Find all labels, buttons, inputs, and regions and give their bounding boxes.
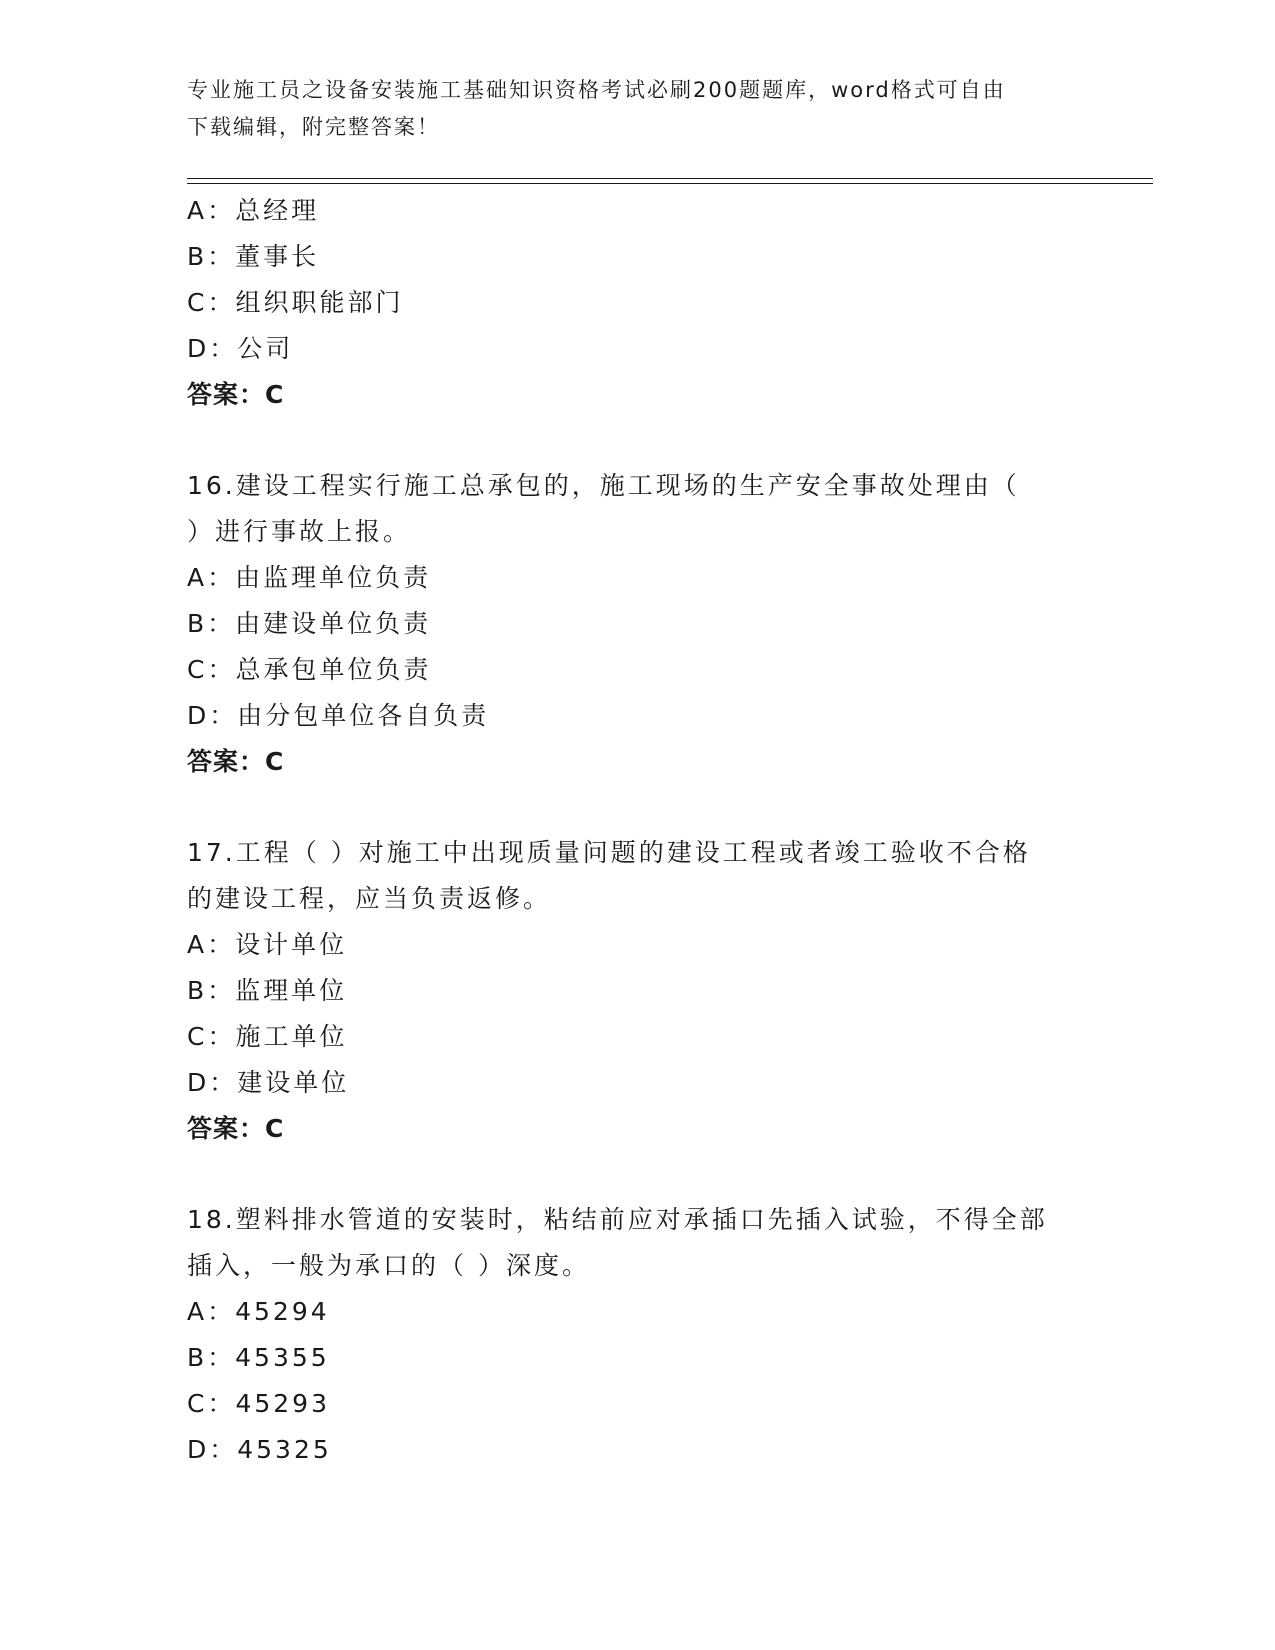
option-c: C：施工单位 [187, 1022, 348, 1051]
header-divider-bottom [187, 183, 1153, 184]
answer-line: 答案：C [187, 1114, 285, 1143]
header-line-1: 专业施工员之设备安装施工基础知识资格考试必刷200题题库，word格式可自由 [187, 78, 1006, 102]
question-block [187, 830, 1087, 1152]
question-text-line-2: ）进行事故上报。 [187, 517, 412, 546]
option-b: B：监理单位 [187, 976, 348, 1005]
question-block [187, 463, 1087, 785]
option-d: D：由分包单位各自负责 [187, 701, 490, 730]
option-c: C：45293 [187, 1389, 330, 1418]
question-text-line-1: 16.建设工程实行施工总承包的，施工现场的生产安全事故处理由（ [187, 471, 1020, 500]
option-d: D：公司 [187, 334, 294, 363]
option-a: A：设计单位 [187, 930, 348, 959]
question-block [187, 188, 1087, 418]
option-c: C：总承包单位负责 [187, 655, 432, 684]
option-b: B：由建设单位负责 [187, 609, 432, 638]
option-b: B：45355 [187, 1343, 330, 1372]
document-header [187, 72, 1067, 146]
option-c: C：组织职能部门 [187, 288, 404, 317]
option-a: A：45294 [187, 1297, 330, 1326]
answer-line: 答案：C [187, 747, 285, 776]
question-text-line-1: 17.工程（ ）对施工中出现质量问题的建设工程或者竣工验收不合格 [187, 838, 1031, 867]
header-divider-top [187, 178, 1153, 179]
option-b: B：董事长 [187, 242, 320, 271]
question-block [187, 1197, 1087, 1473]
answer-line: 答案：C [187, 380, 285, 409]
option-d: D：45325 [187, 1435, 332, 1464]
header-line-2: 下载编辑，附完整答案！ [187, 115, 440, 139]
question-text-line-2: 的建设工程，应当负责返修。 [187, 884, 552, 913]
option-a: A：总经理 [187, 196, 320, 225]
option-d: D：建设单位 [187, 1068, 350, 1097]
question-text-line-2: 插入，一般为承口的（ ）深度。 [187, 1251, 590, 1280]
question-list [187, 188, 1087, 1473]
question-text-line-1: 18.塑料排水管道的安装时，粘结前应对承插口先插入试验，不得全部 [187, 1205, 1048, 1234]
option-a: A：由监理单位负责 [187, 563, 432, 592]
